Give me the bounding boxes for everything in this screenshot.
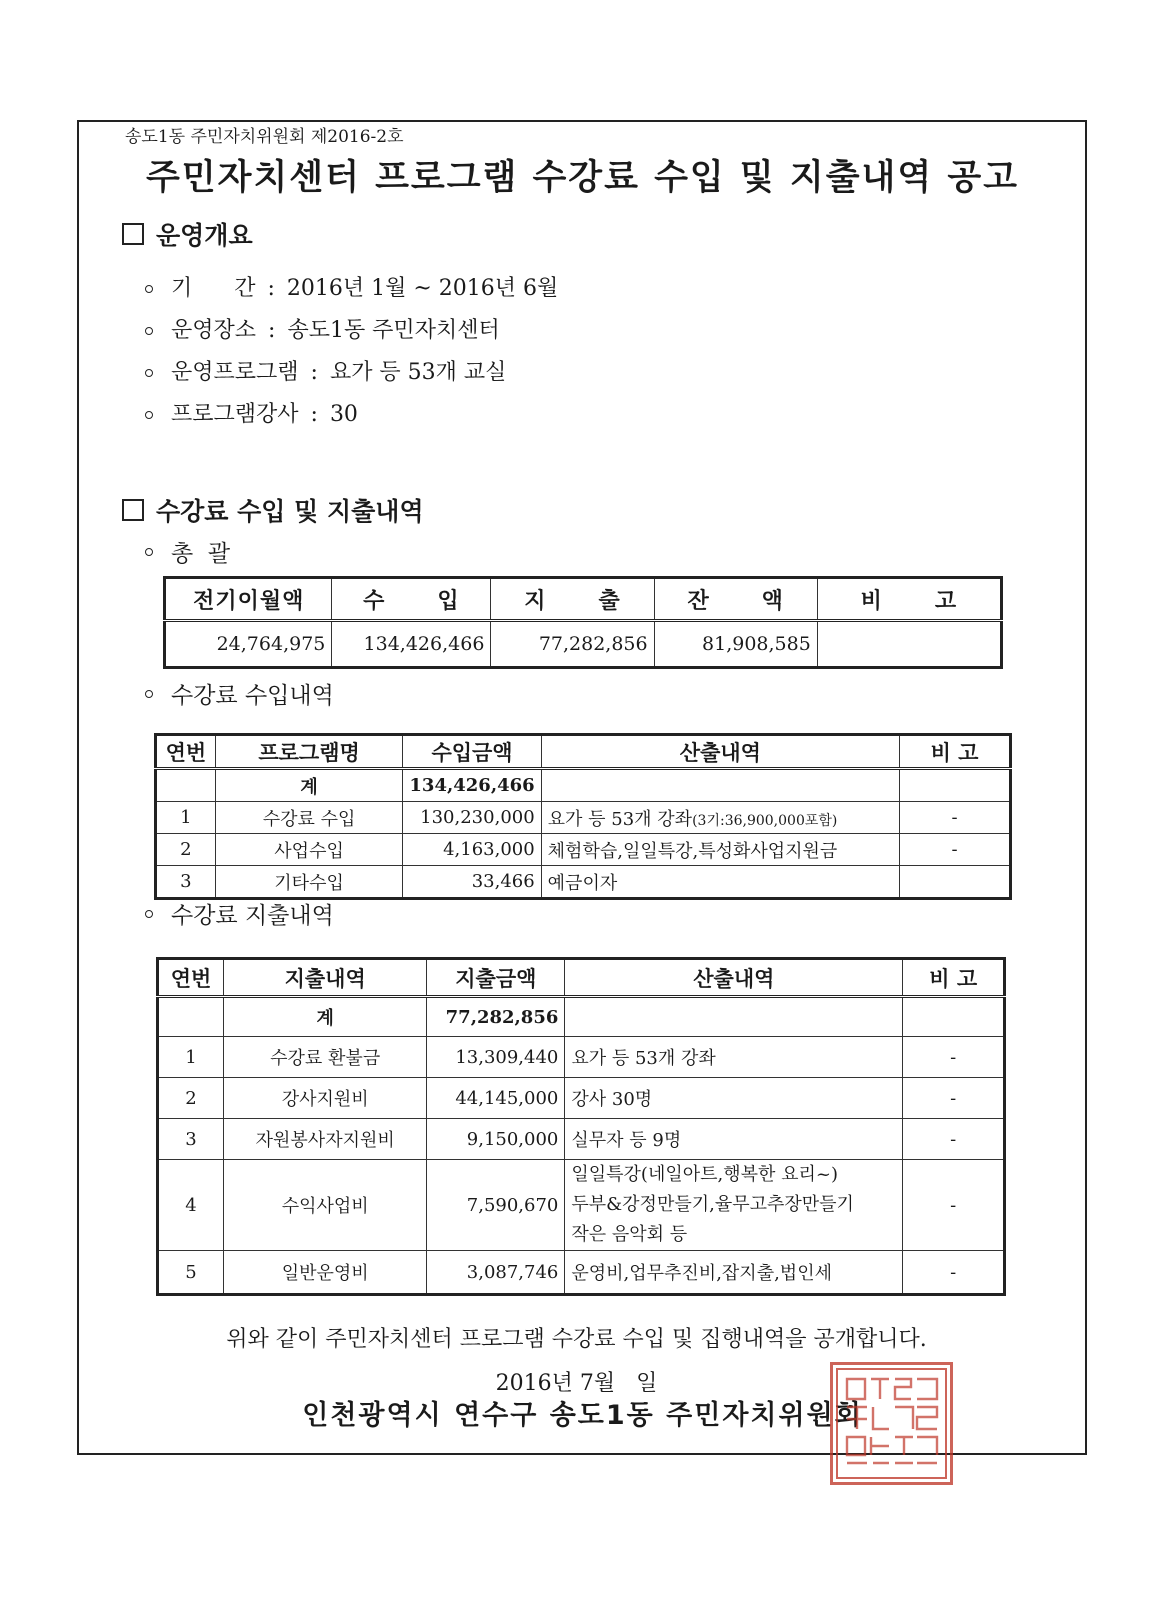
checkbox-icon [122,499,144,521]
income-header-no: 연번 [156,735,216,769]
summary-header-note: 비 고 [817,578,1001,621]
table-row: 1 수강료 수입 130,230,000 요가 등 53개 강좌(3기:36,900,000포함) - [156,802,1011,834]
finance-heading-text: 수강료 수입 및 지출내역 [156,497,424,526]
summary-header-carryover: 전기이월액 [165,578,332,621]
summary-income-value: 134,426,466 [332,621,491,668]
overview-item-instructors: 프로그램강사 : 30 [145,394,558,436]
summary-carryover-value: 24,764,975 [165,621,332,668]
bullet-icon [145,411,153,419]
seal-graphic [833,1365,950,1482]
income-subheading: 수강료 수입내역 [145,677,334,710]
summary-table [163,576,1003,669]
table-row: 3 자원봉사자지원비 9,150,000 실무자 등 9명 - [158,1119,1005,1160]
summary-header-balance: 잔 액 [654,578,817,621]
expense-table [156,957,1006,1296]
income-header-detail: 산출내역 [541,735,899,769]
overview-item-period: 기 간 : 2016년 1월 ~ 2016년 6월 [145,268,558,310]
income-header-note: 비 고 [900,735,1011,769]
expense-total-row: 계 77,282,856 [158,997,1005,1037]
summary-balance-value: 81,908,585 [654,621,817,668]
income-header-amount: 수입금액 [403,735,541,769]
bullet-icon [145,690,153,698]
closing-statement: 위와 같이 주민자치센터 프로그램 수강료 수입 및 집행내역을 공개합니다. [226,1327,927,1352]
overview-heading-text: 운영개요 [156,221,253,250]
expense-header-note: 비 고 [903,959,1005,997]
checkbox-icon [122,223,144,245]
expense-header-name: 지출내역 [224,959,427,997]
expense-subheading: 수강료 지출내역 [145,897,334,930]
overview-item-place: 운영장소 : 송도1동 주민자치센터 [145,310,558,352]
overview-list [145,268,558,436]
table-row: 2 사업수입 4,163,000 체험학습,일일특강,특성화사업지원금 - [156,834,1011,866]
table-row: 3 기타수입 33,466 예금이자 [156,866,1011,899]
expense-total-amount: 77,282,856 [427,997,565,1037]
summary-expense-value: 77,282,856 [491,621,654,668]
summary-row [165,621,1002,668]
income-total-amount: 134,426,466 [403,769,541,802]
official-seal [830,1362,953,1485]
table-row: 2 강사지원비 44,145,000 강사 30명 - [158,1078,1005,1119]
expense-header-detail: 산출내역 [565,959,903,997]
overview-item-programs: 운영프로그램 : 요가 등 53개 교실 [145,352,558,394]
summary-header-income: 수 입 [332,578,491,621]
income-table [154,733,1012,900]
signer-name: 인천광역시 연수구 송도1동 주민자치위원회 [302,1400,863,1431]
overview-heading [122,216,253,252]
table-row: 1 수강료 환불금 13,309,440 요가 등 53개 강좌 - [158,1037,1005,1078]
bullet-icon [145,285,153,293]
page-title: 주민자치센터 프로그램 수강료 수입 및 지출내역 공고 [146,158,1019,198]
document-number: 송도1동 주민자치위원회 제2016-2호 [125,127,404,147]
summary-header-expense: 지 출 [491,578,654,621]
table-row: 4 수익사업비 7,590,670 일일특강(네일아트,행복한 요리~) 두부&강정만들기,율무고추장만들기 작은 음악회 등 - [158,1160,1005,1251]
income-header-name: 프로그램명 [215,735,403,769]
table-row: 5 일반운영비 3,087,746 운영비,업무추진비,잡지출,법인세 - [158,1251,1005,1295]
bullet-icon [145,327,153,335]
closing-date: 2016년 7월 일 [495,1371,658,1396]
expense-header-no: 연번 [158,959,224,997]
bullet-icon [145,369,153,377]
summary-subheading: 총 괄 [145,535,230,568]
expense-header-amount: 지출금액 [427,959,565,997]
finance-heading [122,492,424,528]
income-total-row: 계 134,426,466 [156,769,1011,802]
bullet-icon [145,910,153,918]
bullet-icon [145,548,153,556]
summary-note-value [817,621,1001,668]
